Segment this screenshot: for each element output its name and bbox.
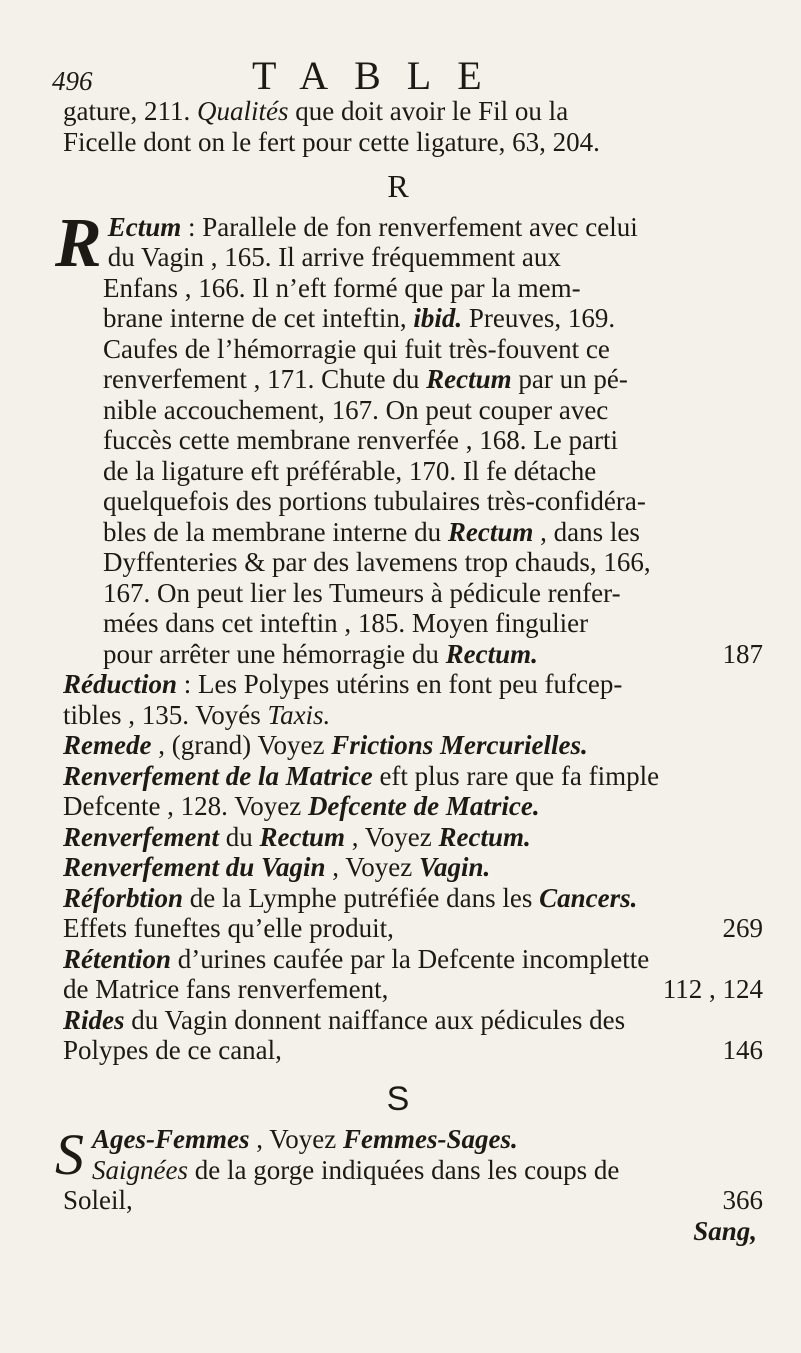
entry-head: Rétention — [63, 943, 172, 974]
entry-renverfement-matrice: Renverfement de la Matrice eft plus rare que fa fimple Defcente , 128. Voyez Defcente de Matrice. — [63, 760, 660, 821]
entry-head: Renverfement — [63, 821, 219, 852]
entry-head: Renverfement du Vagin — [63, 852, 326, 882]
entry-reduction: Réduction : Les Polypes utérins en font peu fufcep- tibles , 135. Voyés Taxis. — [63, 669, 623, 730]
page-header — [52, 52, 752, 102]
entry-head: Renverfement de la Matrice — [63, 760, 373, 791]
drop-cap-s: S — [55, 1122, 84, 1187]
entry-head: Ectum — [107, 211, 182, 242]
entry-rectum: R Ectum : Parallele de fon renverfement avec celui du Vagin , 165. Il arrive fréquemment aux Enfans , 166. Il n’eft formé que par la mem- brane interne de cet inteftin, ibid. Preuves, 169. Caufes de l’hémorragie qui fuit très-fouvent ce renverfement , 171. Chute du Rectum par un pé- nible accouchement, 167. On peut couper avec fuccès cette membrane renverfée , 168. Le parti de la ligature eft préférable, 170. Il fe détache quelquefois des portions tubulaires très-confidéra- bles de la membrane interne du Rectum , dans les Dyffenteries & par des lavemens trop chauds, 166, 167. On peut lier les Tumeurs à pédicule renfer- mées dans cet inteftin , 185. Moyen fingulier pour arrêter une hémorragie du Rectum. 187 — [55, 204, 763, 669]
entry-head: Rides — [63, 1004, 125, 1035]
index-body — [55, 96, 763, 1246]
section-letter-r: R — [387, 168, 409, 204]
drop-cap-r: R — [55, 204, 102, 282]
running-title: TABLE — [252, 53, 508, 98]
entry-remede: Remede , (grand) Voyez Frictions Mercurielles. — [63, 730, 588, 760]
catchword: Sang, — [693, 1215, 757, 1246]
entry-head: Remede — [63, 730, 152, 760]
entry-renverfement-vagin: Renverfement du Vagin , Voyez Vagin. — [63, 852, 491, 882]
entry-ligature-continued: gature, 211. Qualités que doit avoir le Fil ou la Ficelle dont on le fert pour cette ligature, 63, 204. — [63, 96, 600, 157]
entry-renverfement-rectum: Renverfement du Rectum , Voyez Rectum. — [63, 821, 531, 852]
entry-retention: Rétention d’urines caufée par la Defcente incomplette de Matrice fans renverfement, 112 , 124 — [63, 943, 763, 1004]
entry-sages-femmes: S Ages-Femmes , Voyez Femmes-Sages. Saignées de la gorge indiquées dans les coups de Soleil, 366 — [55, 1122, 763, 1215]
entry-rides: Rides du Vagin donnent naiffance aux pédicules des Polypes de ce canal, 146 — [63, 1004, 763, 1065]
entry-head: Ages-Femmes — [92, 1124, 250, 1154]
entry-resorbtion: Réforbtion de la Lymphe putréfiée dans les Cancers. Effets funeftes qu’elle produit, 269 — [63, 882, 763, 943]
entry-head: Réduction — [63, 669, 178, 699]
entry-head: Réforbtion — [63, 882, 184, 913]
section-letter-s: S — [386, 1079, 410, 1118]
page-number: 496 — [52, 66, 93, 96]
